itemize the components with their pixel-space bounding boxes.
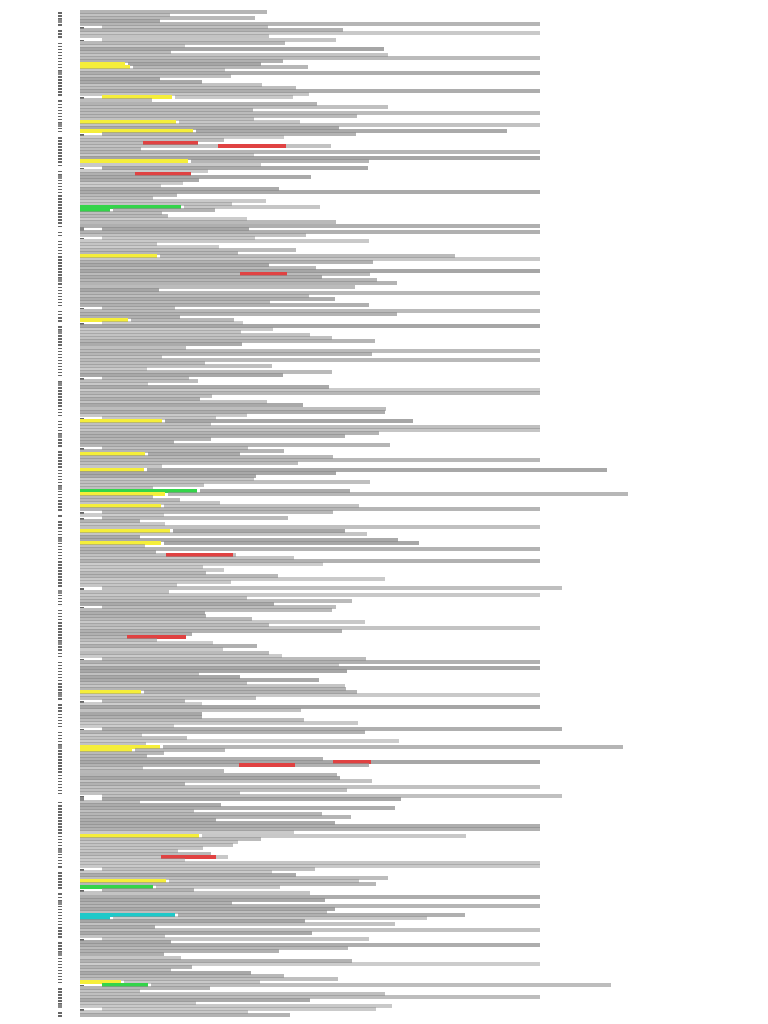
text-stroke: [80, 1013, 290, 1017]
bullet-mark: [58, 1015, 62, 1017]
document-line: [0, 1013, 768, 1019]
